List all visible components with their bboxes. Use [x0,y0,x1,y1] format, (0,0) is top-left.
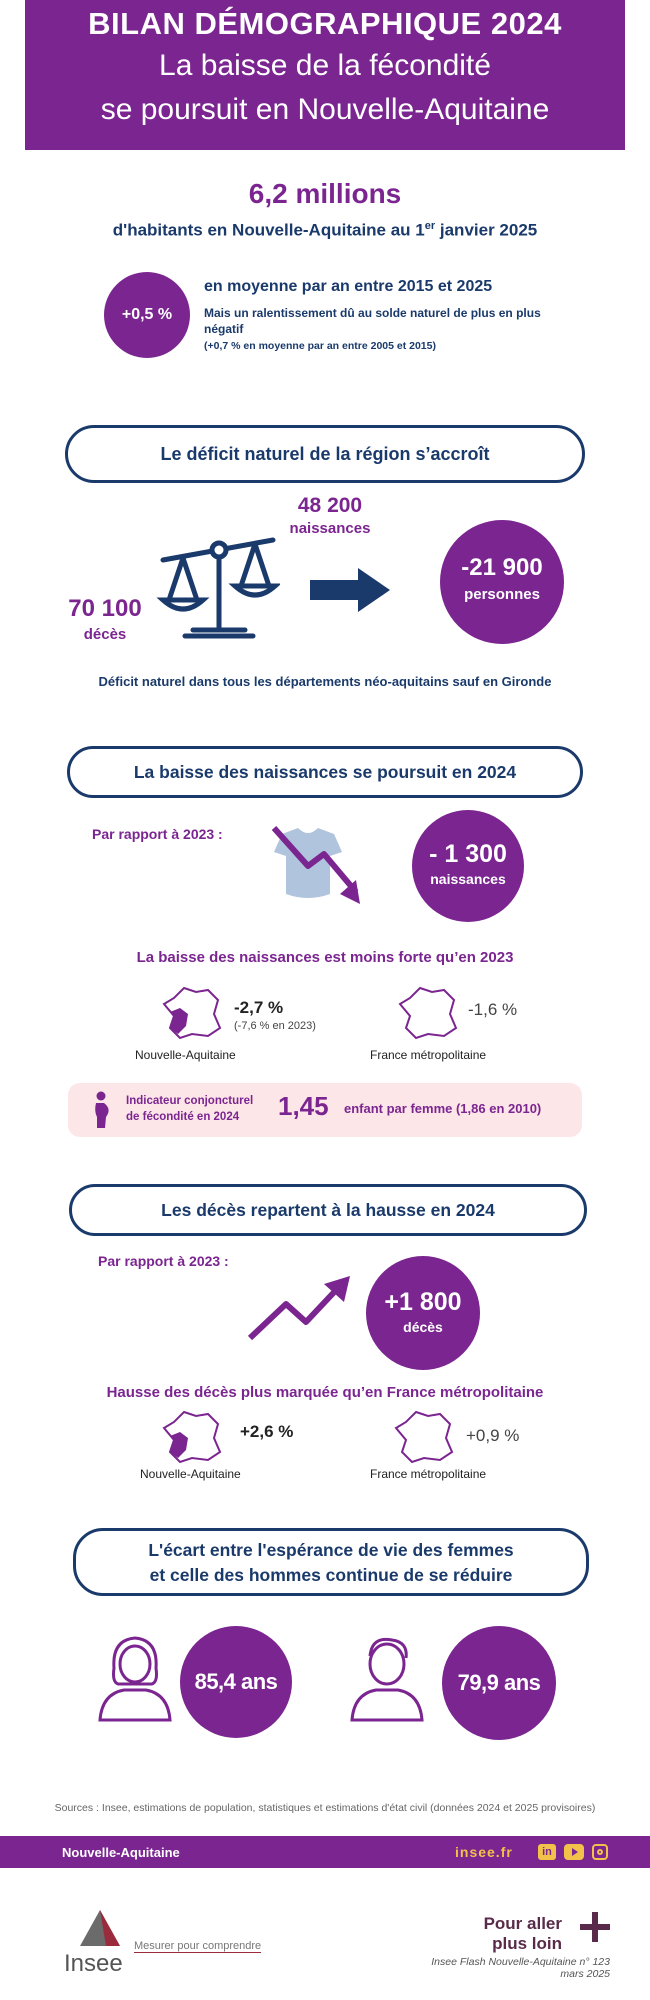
fertility-index-label-line1: Indicateur conjoncturel [126,1095,254,1107]
more-info-line1: Pour aller [483,1914,562,1933]
map-france-icon [392,1408,456,1466]
instagram-icon[interactable] [592,1844,608,1860]
growth-rate-badge: +0,5 % [104,272,190,358]
woman-icon [96,1634,174,1722]
page-title: BILAN DÉMOGRAPHIQUE 2024 [88,6,562,41]
publication-line2: mars 2025 [560,1968,610,1980]
deaths-change-badge [366,1256,480,1370]
population-label [0,220,650,241]
deaths-section-title: Les décès repartent à la hausse en 2024 [69,1184,587,1236]
footer-site-link[interactable]: insee.fr [455,1844,513,1860]
deaths-subtitle: Hausse des décès plus marquée qu’en France métropolitaine [106,1384,544,1401]
arrow-right-icon [310,568,390,612]
map-france-icon [396,984,460,1042]
deficit-result-label: personnes [464,586,540,603]
births-fr-label: France métropolitaine [370,1048,487,1062]
population-value: 6,2 millions [248,178,402,209]
deficit-section-title: Le déficit naturel de la région s’accroît [65,425,585,483]
births-na-value: -2,7 % [234,998,284,1017]
births-fr-value: -1,6 % [468,1000,518,1019]
deaths-fr-label: France métropolitaine [370,1467,487,1481]
linkedin-icon[interactable]: in [538,1844,556,1860]
births-na-label: Nouvelle-Aquitaine [135,1048,236,1062]
more-info-line2: plus loin [492,1934,562,1953]
life-expectancy-title-line2: et celle des hommes continue de se réduire [149,1565,513,1585]
births-count-label: naissances [289,520,371,537]
births-change-value: - 1 300 [429,840,507,868]
header-banner [25,0,625,150]
growth-headline: en moyenne par an entre 2015 et 2025 [204,278,493,295]
more-info-link[interactable] [470,1914,562,1954]
publication-reference [380,1956,610,1980]
births-section-title: La baisse des naissances se poursuit en 2024 [67,746,583,798]
footer-bar [0,1836,650,1868]
growth-note: (+0,7 % en moyenne par an entre 2005 et 2015) [204,340,436,352]
births-change-label: naissances [430,871,506,887]
sources-note: Sources : Insee, estimations de population, statistiques et estimations d'état civil (données 2024 et 2025 provisoires) [54,1802,596,1814]
deaths-count: 70 100 [68,595,142,622]
insee-tagline: Mesurer pour comprendre [134,1940,262,1952]
deaths-change-label: décès [403,1319,443,1335]
balance-scale-icon [155,530,280,645]
insee-logo-icon [76,1908,124,1948]
page-subtitle-line1: La baisse de la fécondité [159,49,491,82]
trend-up-icon [246,1274,352,1344]
map-nouvelle-aquitaine-icon [160,984,224,1042]
fertility-index-label-line2: de fécondité en 2024 [126,1111,240,1123]
youtube-icon[interactable] [564,1844,584,1860]
fertility-index-label [126,1093,253,1125]
fertility-index-unit: enfant par femme (1,86 en 2010) [344,1101,542,1116]
life-expectancy-section-title [73,1528,589,1596]
deaths-compared-to: Par rapport à 2023 : [98,1253,229,1269]
population-label-part1: d'habitants en Nouvelle-Aquitaine au 1 [112,220,425,240]
deaths-change-value: +1 800 [384,1288,462,1316]
fertility-index-box [68,1083,582,1137]
deaths-fr-value: +0,9 % [466,1426,520,1445]
deficit-result-value: -21 900 [461,554,543,581]
map-nouvelle-aquitaine-icon [160,1408,224,1466]
women-life-expectancy-badge: 85,4 ans [180,1626,292,1738]
men-life-expectancy-badge: 79,9 ans [442,1626,556,1740]
footer-region: Nouvelle-Aquitaine [62,1845,180,1860]
publication-line1: Insee Flash Nouvelle-Aquitaine n° 123 [431,1956,610,1968]
baby-onesie-down-icon [268,822,370,908]
deaths-na-label: Nouvelle-Aquitaine [140,1467,241,1481]
births-compared-to: Par rapport à 2023 : [92,826,223,842]
births-count: 48 200 [297,494,363,517]
population-label-part2: janvier 2025 [435,220,538,240]
insee-logo-text: Insee [64,1950,123,1977]
births-na-note: (-7,6 % en 2023) [234,1020,316,1032]
births-subtitle: La baisse des naissances est moins forte qu’en 2023 [136,949,514,966]
page-subtitle-line2: se poursuit en Nouvelle-Aquitaine [100,93,550,126]
man-icon [348,1634,426,1722]
deficit-note: Déficit naturel dans tous les départements néo-aquitains sauf en Gironde [98,674,552,689]
deaths-na-value: +2,6 % [240,1422,294,1441]
population-label-sup: er [424,220,436,232]
plus-icon[interactable] [578,1910,612,1944]
pregnant-woman-icon [92,1091,112,1129]
fertility-index-value: 1,45 [278,1091,329,1121]
births-change-badge [412,810,524,922]
deaths-count-label: décès [83,626,127,643]
deficit-result-badge [440,520,564,644]
life-expectancy-title-line1: L'écart entre l'espérance de vie des femmes [148,1540,514,1560]
growth-detail: Mais un ralentissement dû au solde naturel de plus en plus négatif [204,306,541,336]
